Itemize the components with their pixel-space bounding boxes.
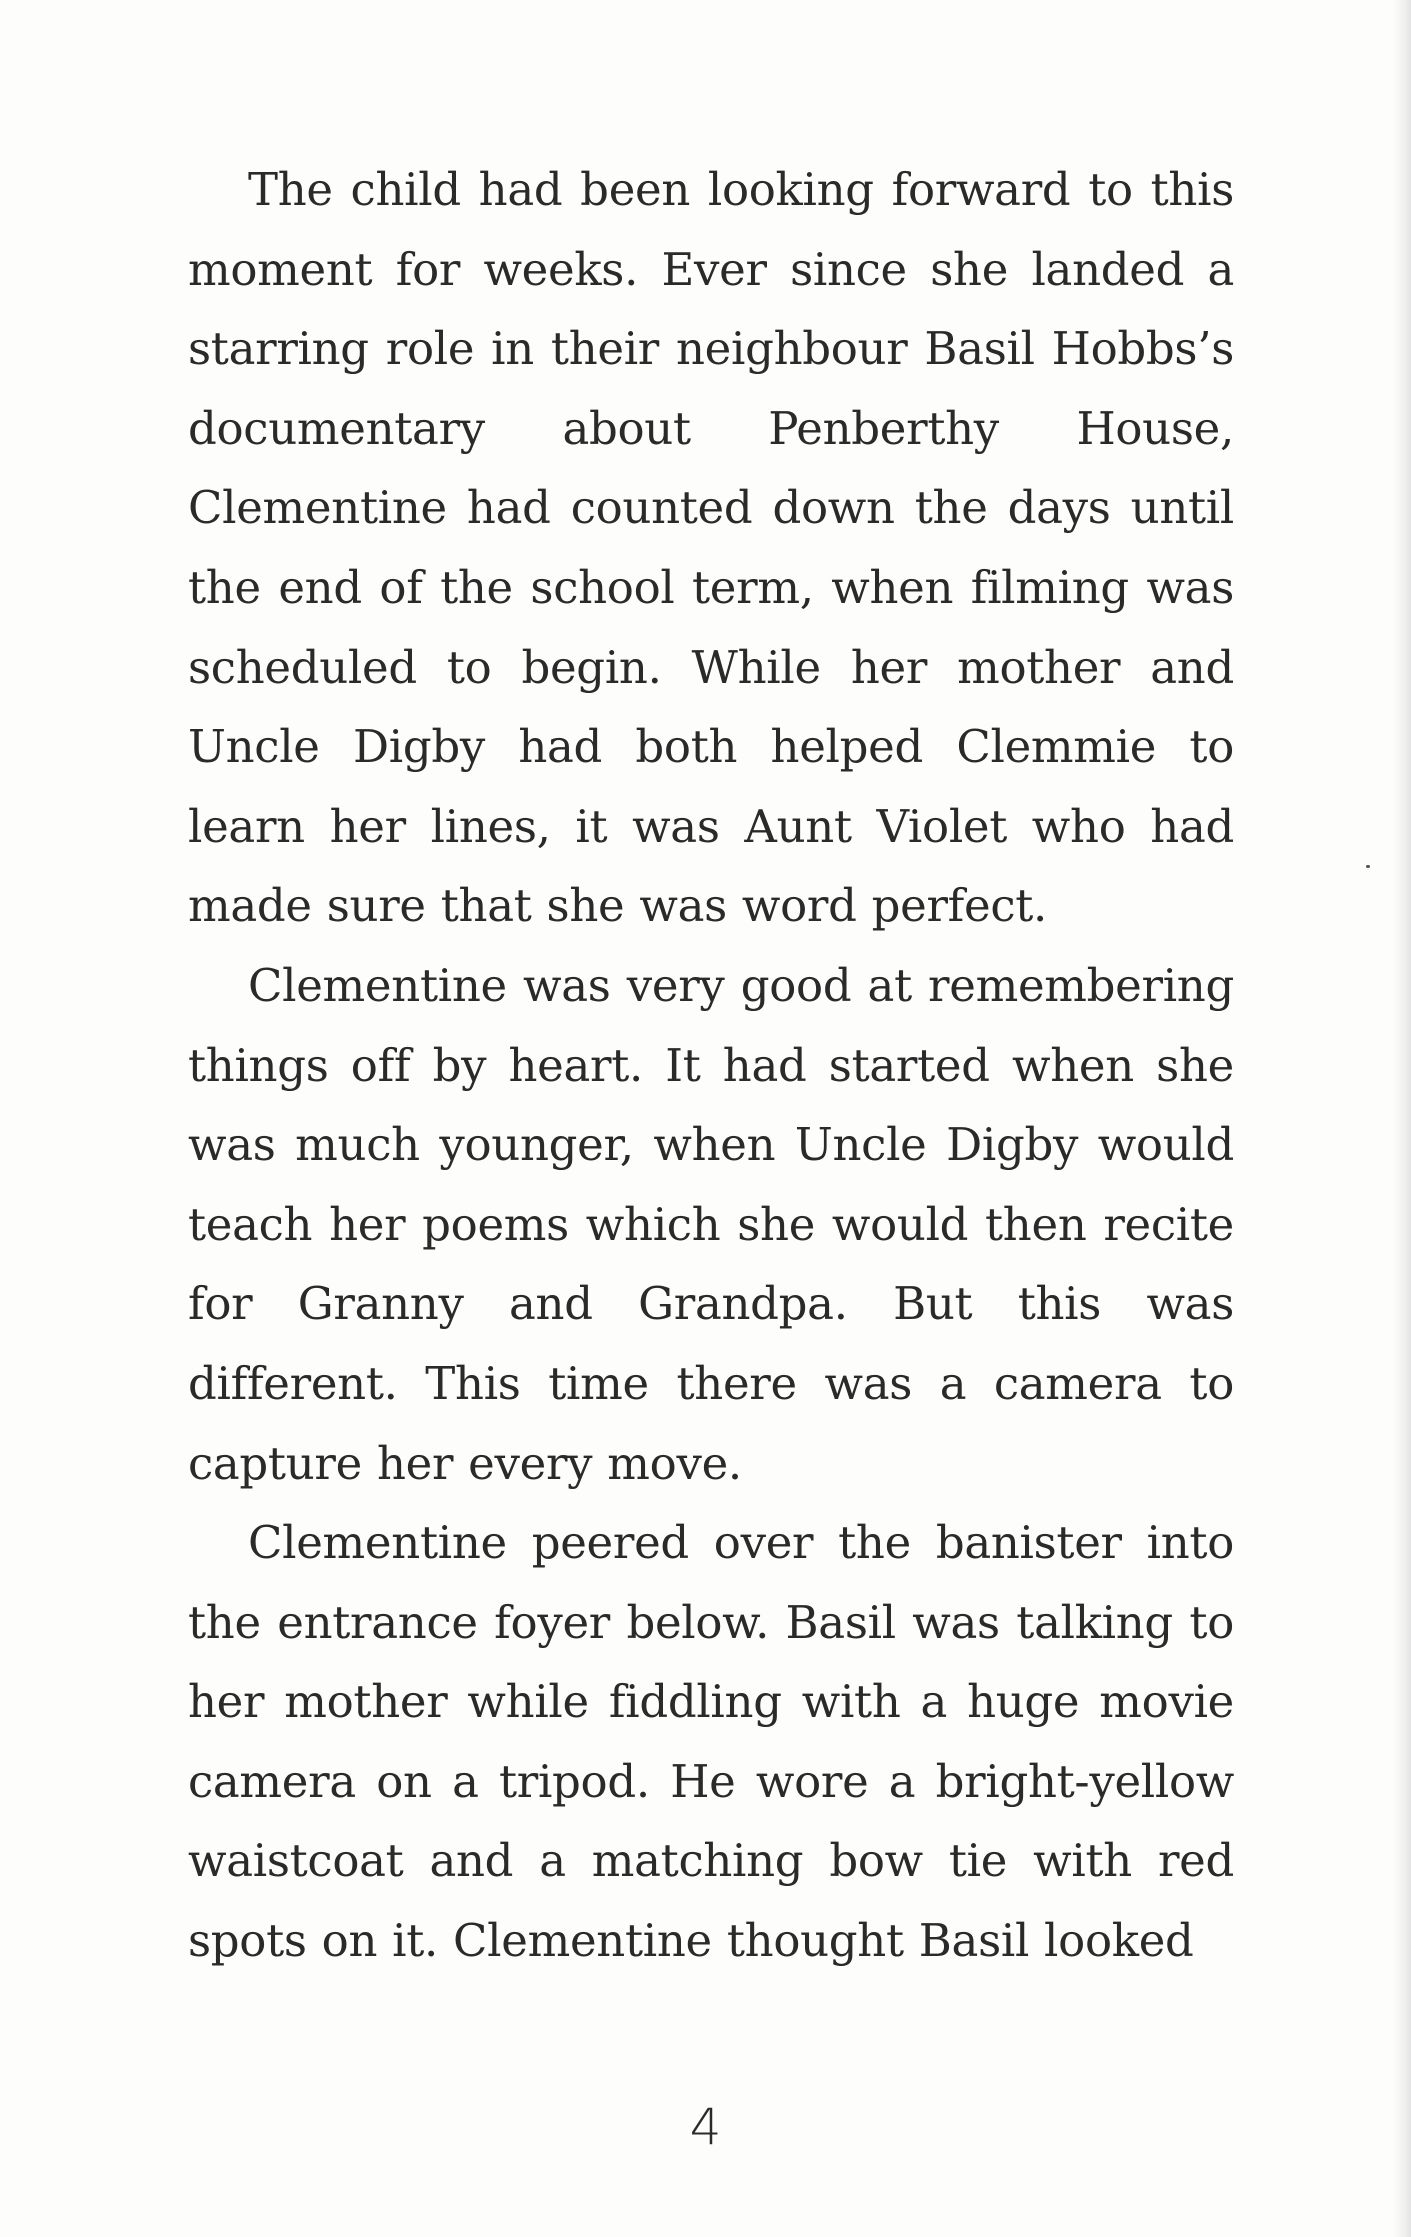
paragraph-3: Clementine peered over the banister into the entrance foyer below. Basil was talking to her mother while fiddling with a huge movie camera on a tripod. He wore a bright-yellow waistcoat and a matching bow tie with red spots on it. Clementine thought Basil looked <box>188 1516 1234 1968</box>
paragraph-2: Clementine was very good at remembering things off by heart. It had started when she was much younger, when Uncle Digby would teach her poems which she would then recite for Granny and Grandpa. But this was different. This time there was a camera to capture her every move. <box>188 958 1234 1490</box>
page-edge-shadow <box>1393 0 1411 2237</box>
scan-speck <box>1366 865 1370 868</box>
body-text <box>188 150 1234 1981</box>
paragraph-1: The child had been looking forward to this moment for weeks. Ever since she landed a starring role in their neighbour Basil Hobbs’s documentary about Penberthy House, Clementine had counted down the days until the end of the school term, when filming was scheduled to begin. While her mother and Uncle Digby had both helped Clemmie to learn her lines, it was Aunt Violet who had made sure that she was word perfect. <box>188 163 1234 933</box>
page-number: 4 <box>689 2098 722 2156</box>
